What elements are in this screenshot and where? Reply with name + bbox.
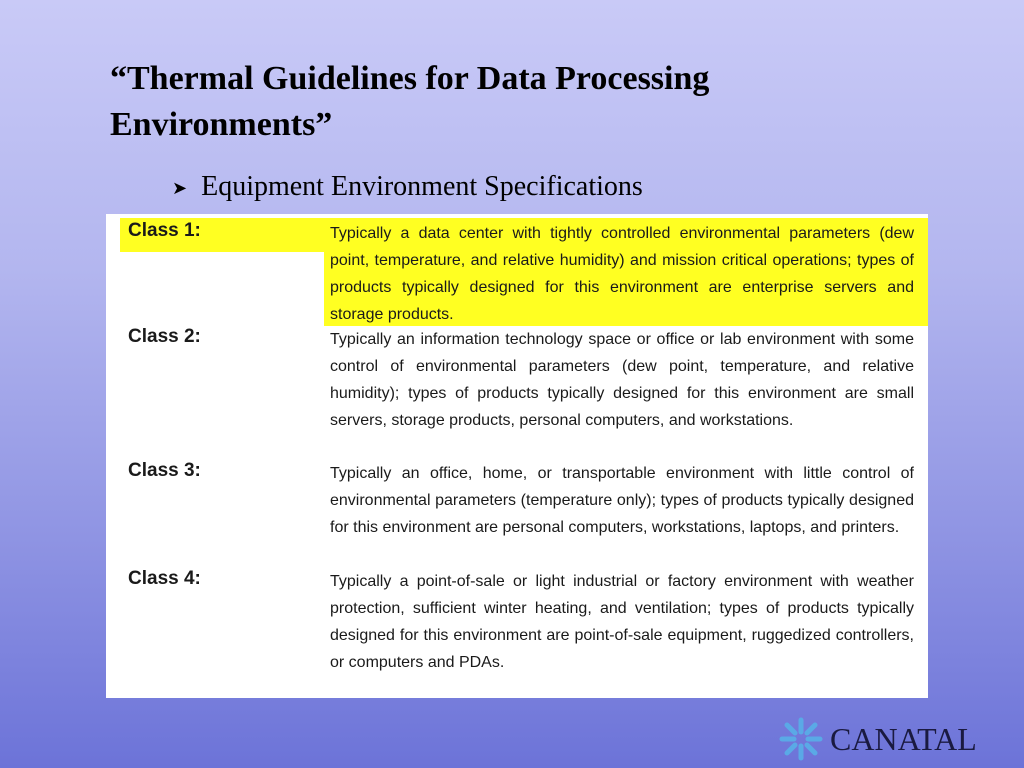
arrowhead-bullet-icon: ➤ — [172, 178, 188, 198]
slide-title: “Thermal Guidelines for Data Processing Environments” — [110, 60, 710, 143]
brand-name: CANATAL — [830, 720, 977, 757]
class-4-label: Class 4: — [128, 568, 201, 589]
canatal-star-logo-icon — [776, 714, 826, 764]
bullet-point — [172, 168, 643, 206]
class-3-label: Class 3: — [128, 460, 201, 481]
brand-logo — [776, 714, 977, 764]
spec-table-image — [106, 214, 928, 698]
class-4-description: Typically a point-of-sale or light industrial or factory environment with weather protection, sufficient winter heating, and ventilation; types of products typically designed for this environment are point-of-sale equipment, ruggedized controllers, or computers and PDAs. — [330, 573, 914, 671]
bullet-text: Equipment Environment Specifications — [201, 171, 643, 202]
class-2-label: Class 2: — [128, 326, 201, 347]
class-2-description: Typically an information technology space or office or lab environment with some control of environmental parameters (dew point, temperature, and relative humidity); types of products typically designed for this environment are small servers, storage products, personal computers, and workstations. — [330, 331, 914, 429]
class-1-description: Typically a data center with tightly controlled environmental parameters (dew point, temperature, and relative humidity) and mission critical operations; types of products typically designed for this environment are enterprise servers and storage products. — [330, 225, 914, 323]
class-3-description: Typically an office, home, or transportable environment with little control of environmental parameters (temperature only); types of products typically designed for this environment are personal computers, workstations, laptops, and printers. — [330, 465, 914, 536]
class-1-label: Class 1: — [128, 220, 201, 241]
